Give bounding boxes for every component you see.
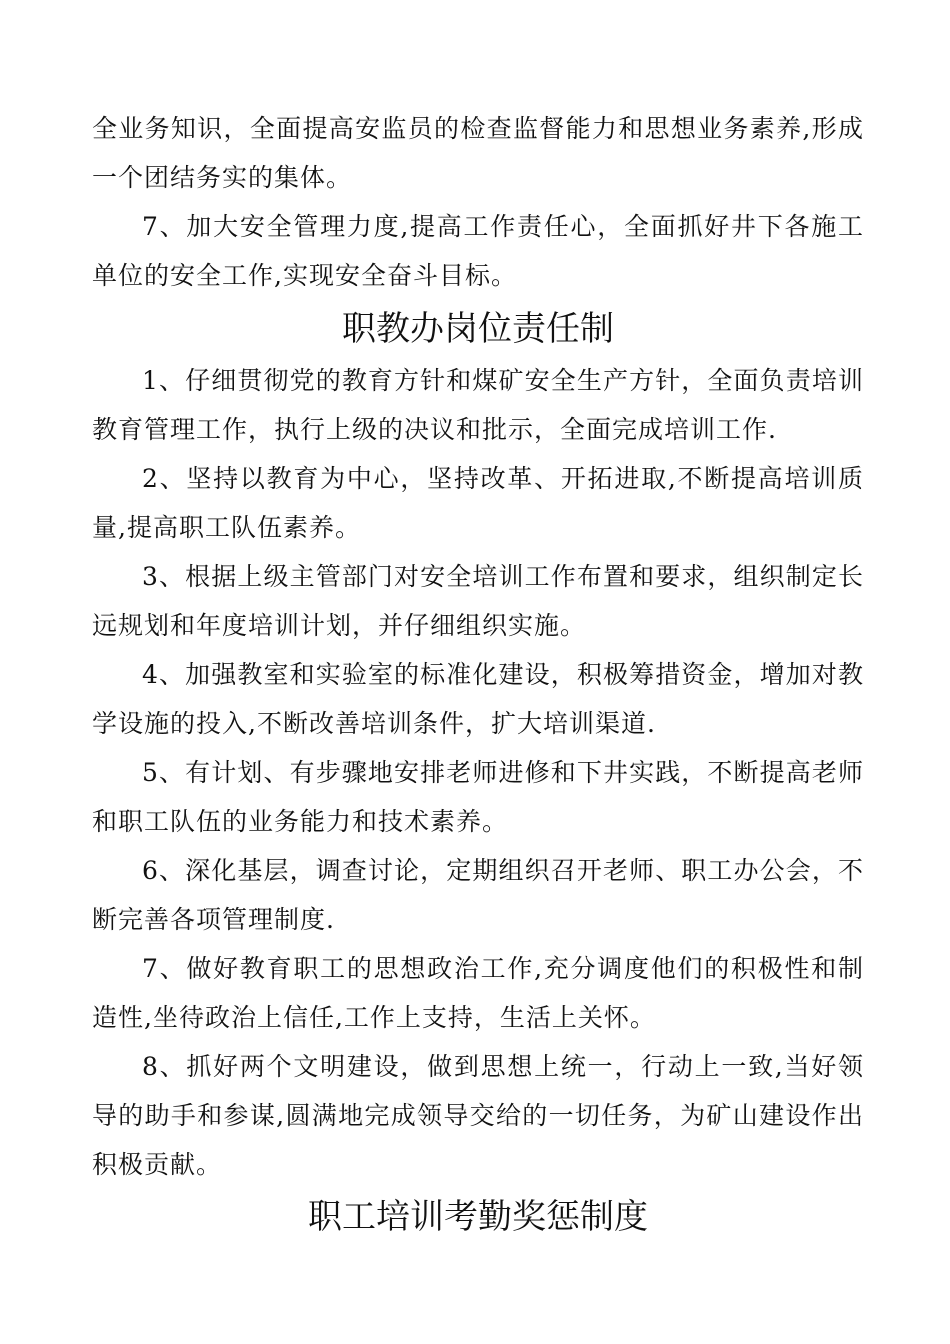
section1-item-6: 6、深化基层，调查讨论，定期组织召开老师、职工办公会，不断完善各项管理制度. [92,856,864,934]
intro-paragraph-2: 7、加大安全管理力度,提高工作责任心，全面抓好井下各施工单位的安全工作,实现安全奋斗目标。 [92,212,864,290]
section1-item-4: 4、加强教室和实验室的标准化建设，积极筹措资金，增加对教学设施的投入,不断改善培训条件，扩大培训渠道. [92,660,864,738]
section1-item-5: 5、有计划、有步骤地安排老师进修和下井实践，不断提高老师和职工队伍的业务能力和技术素养。 [92,758,864,836]
section1-item-7: 7、做好教育职工的思想政治工作,充分调度他们的积极性和制造性,坐待政治上信任,工作上支持，生活上关怀。 [92,954,864,1032]
section-title-job-responsibility: 职教办岗位责任制 [342,309,614,349]
section1-item-3: 3、根据上级主管部门对安全培训工作布置和要求，组织制定长远规划和年度培训计划，并仔细组织实施。 [92,562,864,640]
document-page [92,104,864,1237]
section1-item-2: 2、坚持以教育为中心，坚持改革、开拓进取,不断提高培训质量,提高职工队伍素养。 [92,464,864,542]
intro-paragraph-1: 全业务知识，全面提高安监员的检查监督能力和思想业务素养,形成一个团结务实的集体。 [92,114,864,192]
section1-item-1: 1、仔细贯彻党的教育方针和煤矿安全生产方针，全面负责培训教育管理工作，执行上级的决议和批示，全面完成培训工作. [92,366,864,444]
section-title-attendance-rewards: 职工培训考勤奖惩制度 [308,1197,648,1237]
section1-item-8: 8、抓好两个文明建设，做到思想上统一，行动上一致,当好领导的助手和参谋,圆满地完成领导交给的一切任务，为矿山建设作出积极贡献。 [92,1052,864,1179]
